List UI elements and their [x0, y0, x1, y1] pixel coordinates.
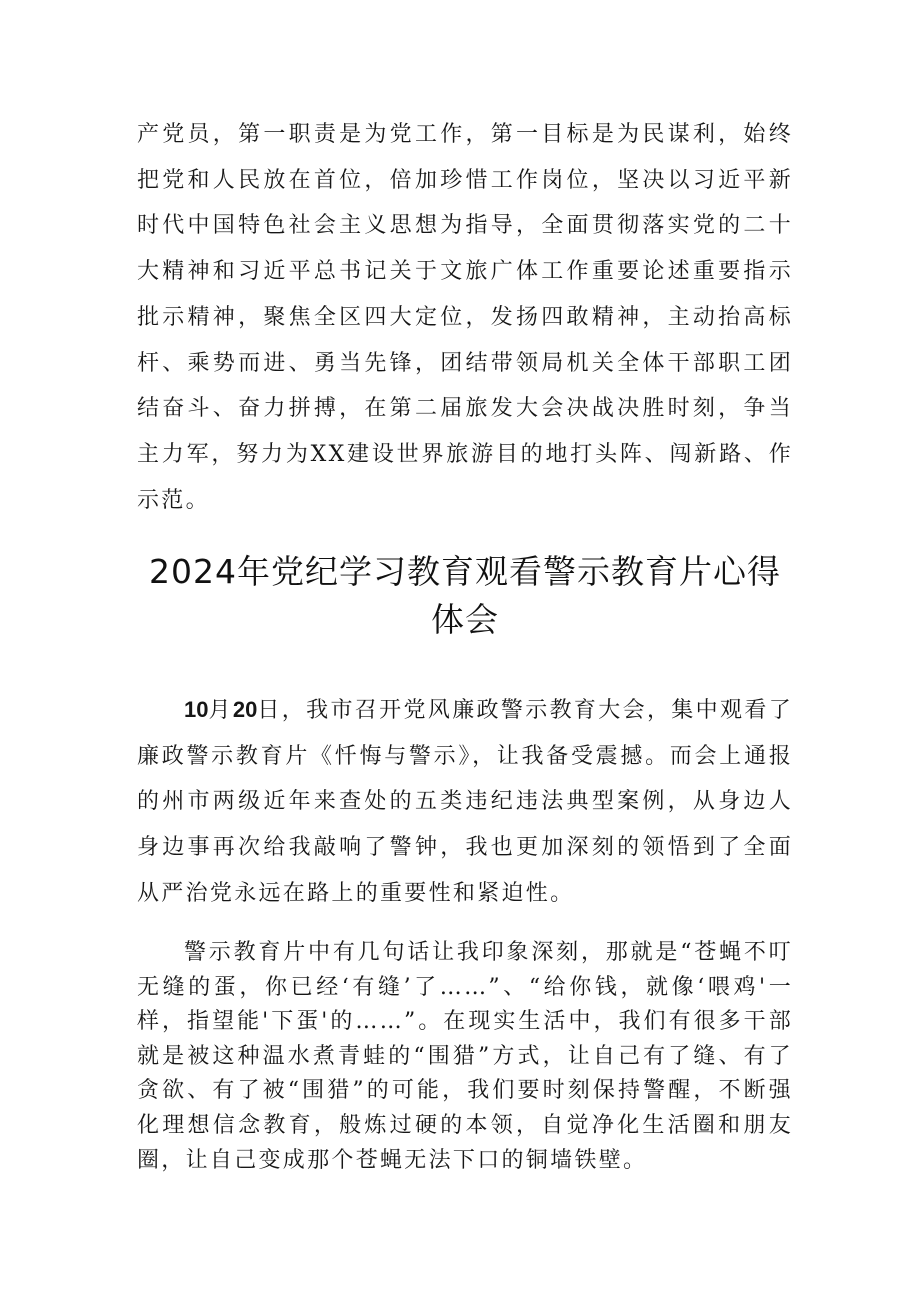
article-title [137, 548, 793, 644]
paragraph-intro-continuation: 产党员，第一职责是为党工作，第一目标是为民谋利，始终把党和人民放在首位，倍加珍惜工作岗位，坚决以习近平新时代中国特色社会主义思想为指导，全面贯彻落实党的二十大精神和习近平总书记关于文旅广体工作重要论述重要指示批示精神，聚焦全区四大定位，发扬四敢精神，主动抬高标杆、乘势而进、勇当先锋，团结带领局机关全体干部职工团结奋斗、奋力拼搏，在第二届旅发大会决战决胜时刻，争当主力军，努力为XX建设世界旅游目的地打头阵、闯新路、作示范。 [137, 122, 793, 513]
paragraph-reflection: 警示教育片中有几句话让我印象深刻，那就是“苍蝇不叮无缝的蛋，你已经‘有缝’了……”、“给你钱，就像‘喂鸡'一样，指望能'下蛋'的……”。在现实生活中，我们有很多干部就是被这种温水煮青蛙的“围猎”方式，让自己有了缝、有了贪欲、有了被“围猎”的可能，我们要时刻保持警醒，不断强化理想信念教育，般炼过硬的本领，自觉净化生活圈和朋友圈，让自己变成那个苍蝇无法下口的铜墙铁壁。 [137, 940, 793, 1173]
title-line-1: 2024年党纪学习教育观看警示教育片心得 [149, 552, 781, 591]
title-line-2: 体会 [431, 600, 499, 639]
date-month: 10 [184, 697, 209, 722]
paragraph-meeting-text: 日，我市召开党风廉政警示教育大会，集中观看了廉政警示教育片《忏悔与警示》，让我备受震撼。而会上通报的州市两级近年来查处的五类违纪违法典型案例，从身边人身边事再次给我敲响了警钟，我也更加深刻的领悟到了全面从严治党永远在路上的重要性和紧迫性。 [137, 698, 793, 906]
date-day: 20 [232, 697, 258, 722]
paragraph-meeting [137, 687, 793, 917]
date-month-unit: 月 [208, 698, 233, 723]
